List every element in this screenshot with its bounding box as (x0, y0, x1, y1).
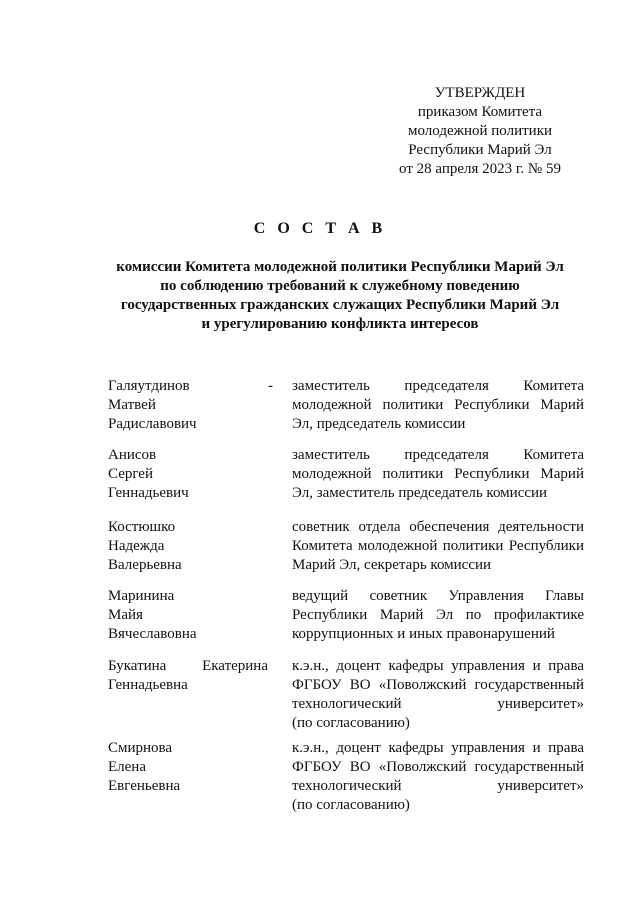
name-line: Сергей (108, 466, 153, 482)
role-line: ФГБОУ ВО «Поволжский государственный (292, 677, 584, 693)
name-line: Елена (108, 759, 146, 775)
role-line: (по согласованию) (292, 797, 410, 813)
role-line: технологический университет» (292, 778, 584, 794)
name-line: Надежда (108, 538, 165, 554)
role-line: заместитель председателя Комитета (292, 378, 584, 394)
member-role (292, 587, 584, 644)
name-line: Вячеславовна (108, 626, 197, 642)
role-line: технологический университет» (292, 696, 584, 712)
subtitle-line: по соблюдению требований к служебному поведению (160, 278, 520, 294)
role-line: ведущий советник Управления Главы (292, 588, 584, 604)
member-name (108, 377, 268, 434)
role-line: коррупционных и иных правонарушений (292, 626, 555, 642)
member-role (292, 739, 584, 815)
document-title: С О С Т А В (253, 220, 387, 237)
approval-line: приказом Комитета (417, 104, 543, 120)
approval-line: Республики Марий Эл (408, 142, 552, 158)
member-role (292, 657, 584, 733)
approval-line: от 28 апреля 2023 г. № 59 (399, 161, 561, 177)
subtitle-line: государственных гражданских служащих Республики Марий Эл (120, 297, 560, 313)
separator-dash: - (268, 378, 273, 394)
subtitle-line: комиссии Комитета молодежной политики Республики Марий Эл (116, 259, 564, 275)
name-line: Геннадьевна (108, 677, 188, 693)
member-role (292, 446, 584, 503)
member-role (292, 518, 584, 575)
approval-block (380, 84, 580, 179)
member-name (108, 518, 268, 575)
approval-line: молодежной политики (407, 123, 553, 139)
member-name (108, 446, 268, 503)
role-line: Республики Марий Эл по профилактике (292, 607, 584, 623)
member-name (108, 657, 268, 695)
role-line: Эл, председатель комиссии (292, 416, 466, 432)
role-line: молодежной политики Республики Марий (292, 466, 584, 482)
role-line: ФГБОУ ВО «Поволжский государственный (292, 759, 584, 775)
member-name (108, 739, 268, 796)
approval-line: УТВЕРЖДЕН (434, 85, 526, 101)
role-line: Эл, заместитель председатель комиссии (292, 485, 548, 501)
name-line: Маринина (108, 588, 175, 604)
member-name (108, 587, 268, 644)
name-line: Геннадьевич (108, 485, 189, 501)
role-line: советник отдела обеспечения деятельности (292, 519, 584, 535)
role-line: к.э.н., доцент кафедры управления и права (292, 740, 584, 756)
name-line: Галяутдинов (108, 378, 190, 394)
document-subtitle (100, 258, 580, 334)
role-line: (по согласованию) (292, 715, 410, 731)
subtitle-line: и урегулированию конфликта интересов (201, 316, 479, 332)
role-line: Комитета молодежной политики Республики (292, 538, 584, 554)
name-line: Радиславович (108, 416, 197, 432)
role-line: Марий Эл, секретарь комиссии (292, 557, 492, 573)
role-line: молодежной политики Республики Марий (292, 397, 584, 413)
name-line: Костюшко (108, 519, 176, 535)
name-line: Букатина Екатерина (108, 658, 268, 674)
member-role (292, 377, 584, 434)
name-line: Матвей (108, 397, 156, 413)
name-line: Майя (108, 607, 143, 623)
name-line: Евгеньевна (108, 778, 181, 794)
role-line: заместитель председателя Комитета (292, 447, 584, 463)
name-line: Смирнова (108, 740, 173, 756)
name-line: Анисов (108, 447, 157, 463)
name-line: Валерьевна (108, 557, 182, 573)
role-line: к.э.н., доцент кафедры управления и права (292, 658, 584, 674)
